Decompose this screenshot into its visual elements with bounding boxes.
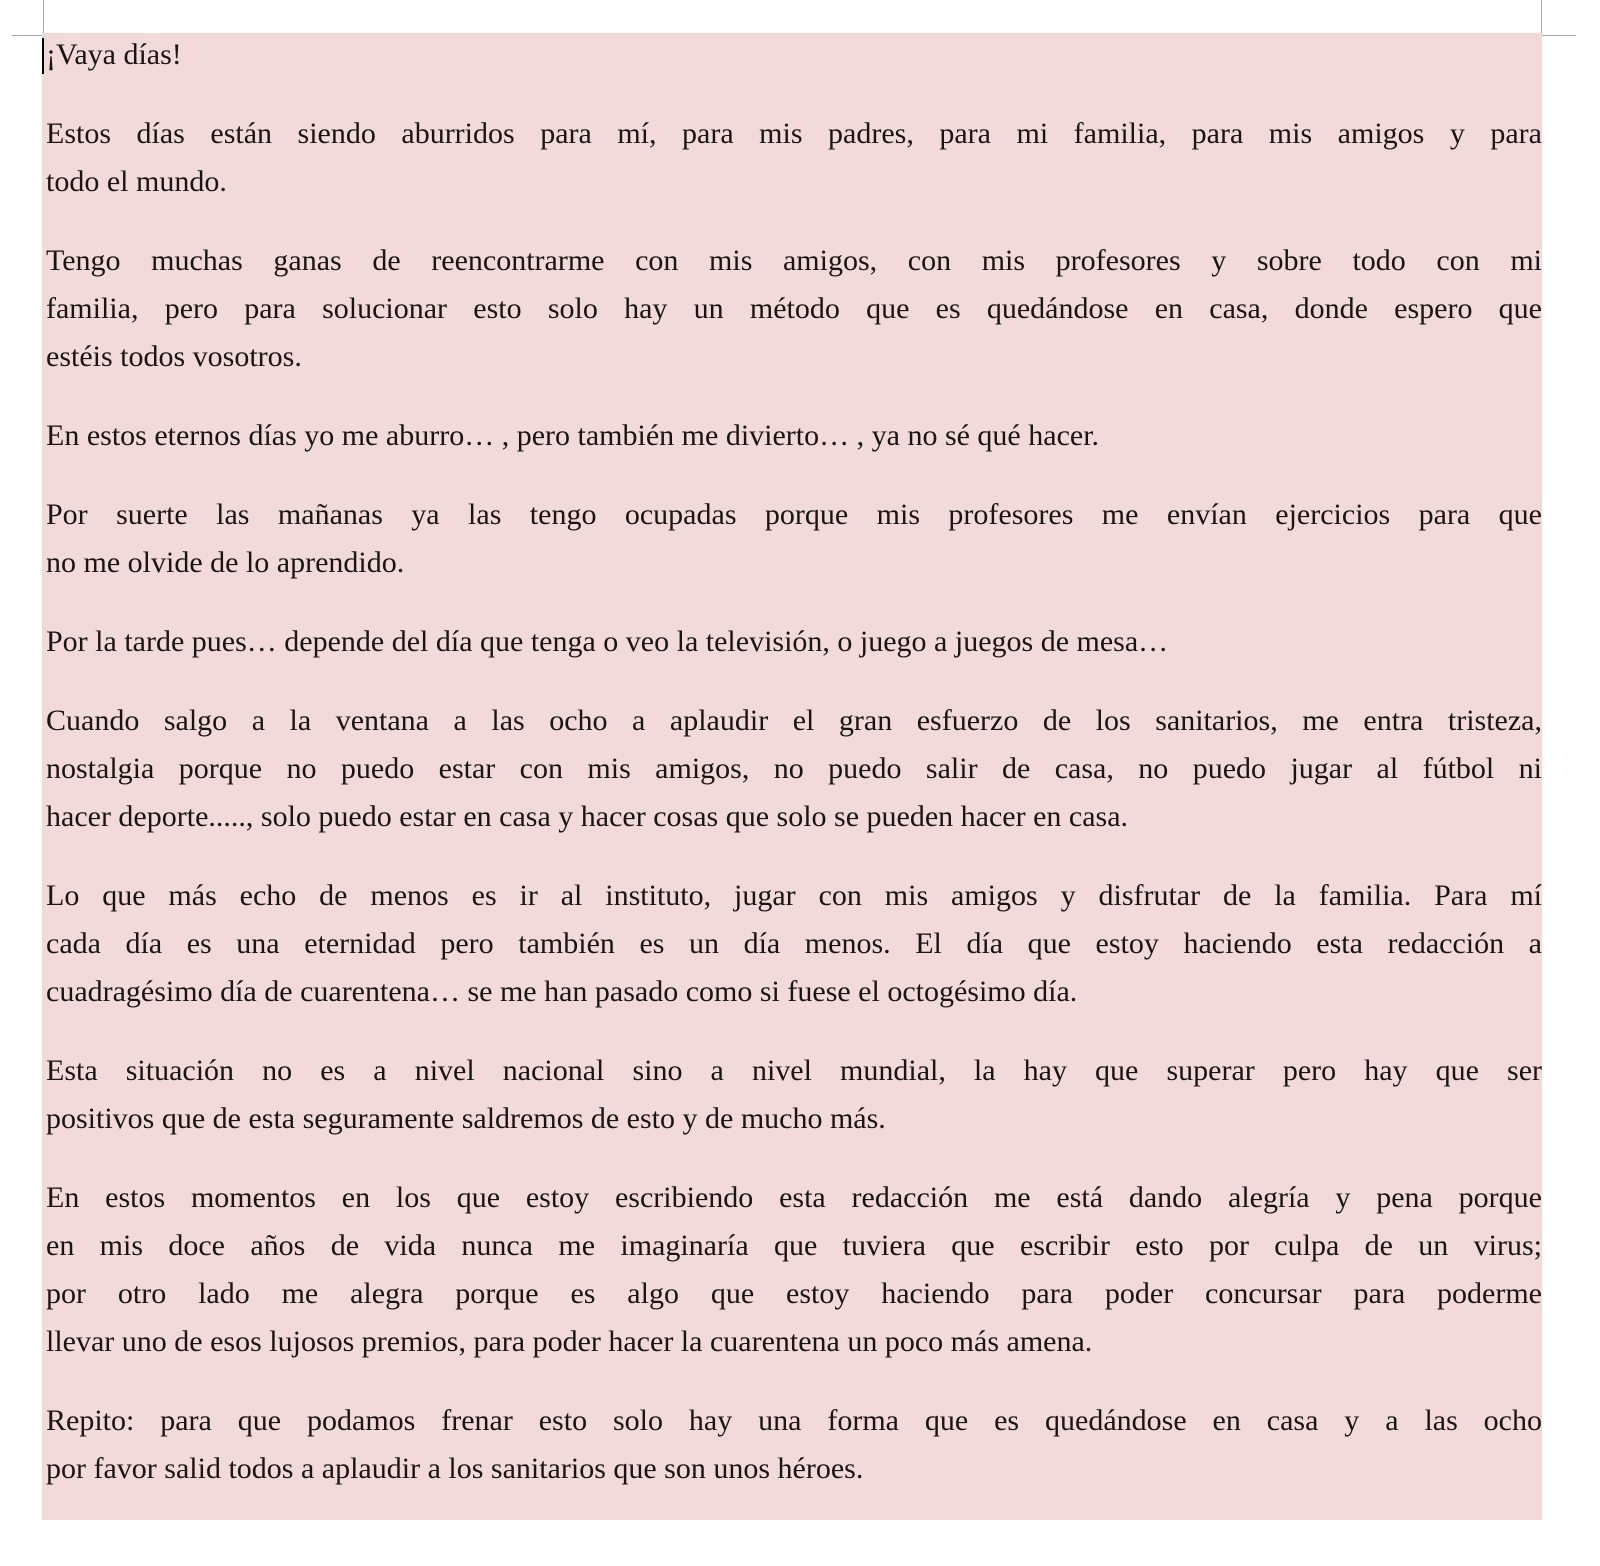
margin-corner-mark-top-right-horizontal	[1542, 35, 1576, 36]
text-line: no me olvide de lo aprendido.	[46, 546, 405, 579]
paragraph	[46, 1047, 1542, 1143]
document-title-paragraph	[46, 31, 1542, 79]
text-line: en mis doce años de vida nunca me imaginaría que tuviera que escribir esto por culpa de un virus;	[46, 1229, 1542, 1262]
text-line: En estos eternos días yo me aburro… , pero también me divierto… , ya no sé qué hacer.	[46, 419, 1100, 452]
paragraph	[46, 110, 1542, 206]
text-line: Por la tarde pues… depende del día que tenga o veo la televisión, o juego a juegos de mesa…	[46, 625, 1169, 658]
text-line: Repito: para que podamos frenar esto solo hay una forma que es quedándose en casa y a las ocho	[46, 1404, 1542, 1437]
text-line: ¡Vaya días!	[46, 38, 182, 71]
text-line: Por suerte las mañanas ya las tengo ocupadas porque mis profesores me envían ejercicios para que	[46, 498, 1542, 531]
text-line: estéis todos vosotros.	[46, 340, 302, 373]
text-line: hacer deporte....., solo puedo estar en casa y hacer cosas que solo se pueden hacer en casa.	[46, 800, 1129, 833]
text-line: Tengo muchas ganas de reencontrarme con mis amigos, con mis profesores y sobre todo con mi	[46, 244, 1542, 277]
text-cursor	[42, 38, 44, 74]
paragraph	[46, 1397, 1542, 1493]
text-line: Estos días están siendo aburridos para mí, para mis padres, para mi familia, para mis amigos y para	[46, 117, 1542, 150]
text-line: nostalgia porque no puedo estar con mis amigos, no puedo salir de casa, no puedo jugar al fútbol ni	[46, 752, 1542, 785]
paragraph	[46, 237, 1542, 381]
text-line: cada día es una eternidad pero también es un día menos. El día que estoy haciendo esta redacción a	[46, 927, 1542, 960]
margin-corner-mark-top-left-horizontal	[12, 35, 43, 36]
paragraph	[46, 618, 1542, 666]
paragraph	[46, 697, 1542, 841]
paragraph	[46, 491, 1542, 587]
paragraph	[46, 412, 1542, 460]
text-line: positivos que de esta seguramente saldremos de esto y de mucho más.	[46, 1102, 886, 1135]
text-line: por favor salid todos a aplaudir a los sanitarios que son unos héroes.	[46, 1452, 864, 1485]
text-line: por otro lado me alegra porque es algo que estoy haciendo para poder concursar para poderme	[46, 1277, 1542, 1310]
text-line: En estos momentos en los que estoy escribiendo esta redacción me está dando alegría y pena porque	[46, 1181, 1542, 1214]
text-line: todo el mundo.	[46, 165, 227, 198]
text-line: cuadragésimo día de cuarentena… se me han pasado como si fuese el octogésimo día.	[46, 975, 1078, 1008]
text-line: familia, pero para solucionar esto solo hay un método que es quedándose en casa, donde espero que	[46, 292, 1542, 325]
text-line: Lo que más echo de menos es ir al instituto, jugar con mis amigos y disfrutar de la familia. Para mí	[46, 879, 1542, 912]
margin-corner-mark-top-right-vertical	[1541, 0, 1542, 34]
document-body[interactable]	[46, 31, 1542, 1524]
paragraph	[46, 872, 1542, 1016]
paragraph	[46, 1174, 1542, 1366]
text-line: llevar uno de esos lujosos premios, para poder hacer la cuarentena un poco más amena.	[46, 1325, 1093, 1358]
text-line: Esta situación no es a nivel nacional sino a nivel mundial, la hay que superar pero hay que ser	[46, 1054, 1542, 1087]
text-line: Cuando salgo a la ventana a las ocho a aplaudir el gran esfuerzo de los sanitarios, me entra tristeza,	[46, 704, 1542, 737]
margin-corner-mark-top-left-vertical	[43, 0, 44, 34]
